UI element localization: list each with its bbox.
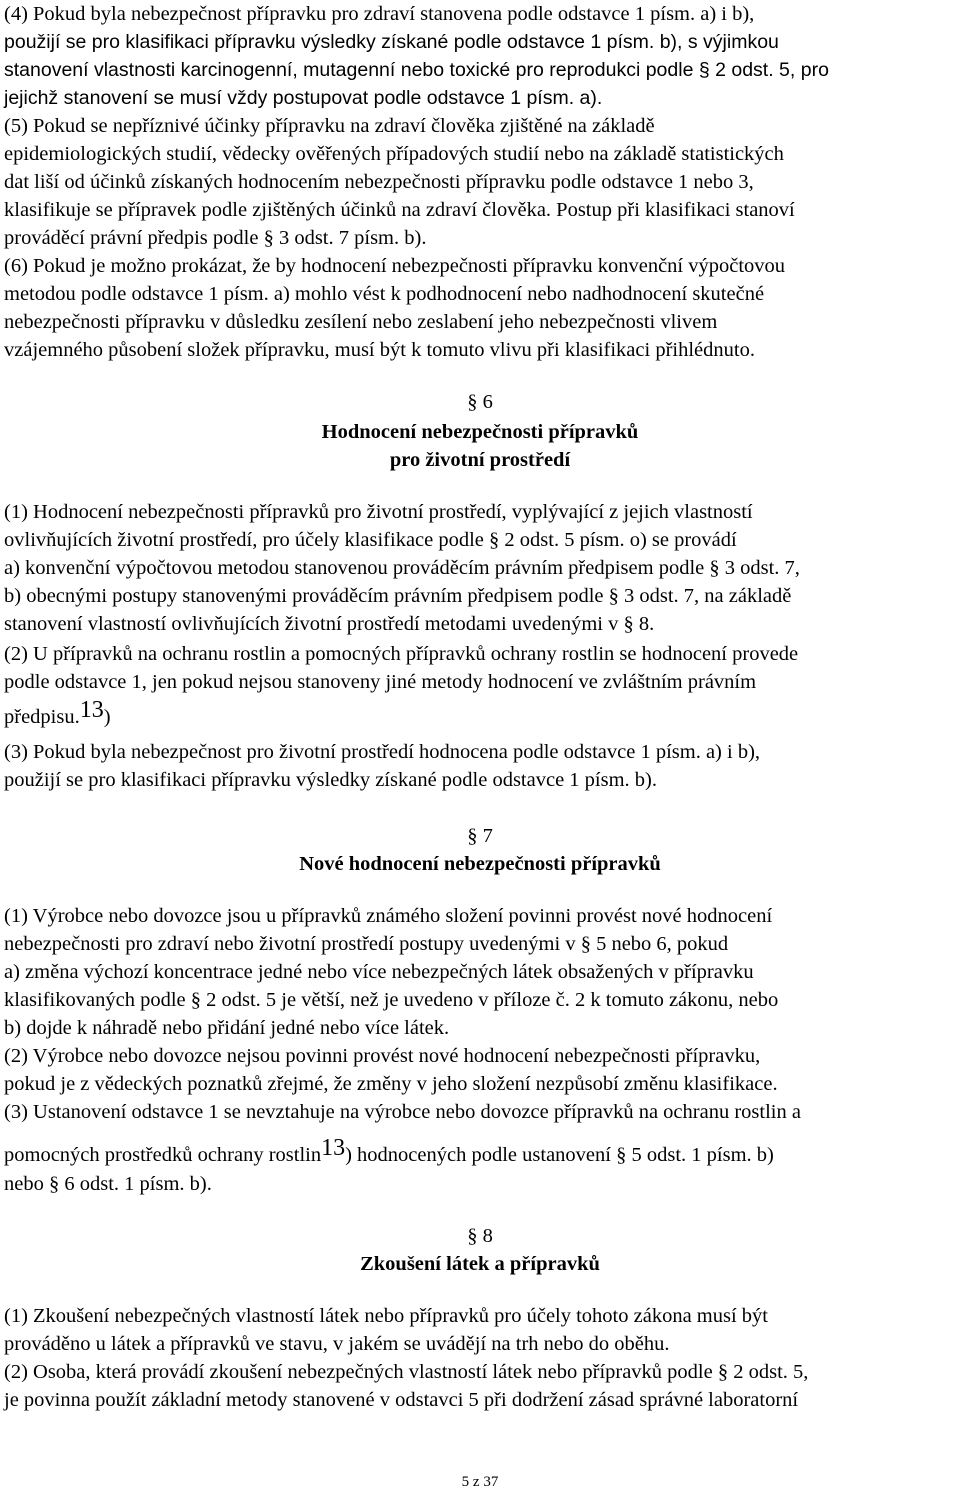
- text-line: (4) Pokud byla nebezpečnost přípravku pro zdraví stanovena podle odstavce 1 písm. a) i b),: [4, 3, 755, 25]
- text-line: b) obecnými postupy stanovenými prováděcím právním předpisem podle § 3 odst. 7, na základě: [4, 585, 792, 607]
- text-line: (6) Pokud je možno prokázat, že by hodnocení nebezpečnosti přípravku konvenční výpočtovou: [4, 255, 786, 277]
- text-line: metodou podle odstavce 1 písm. a) mohlo vést k podhodnocení nebo nadhodnocení skutečné: [4, 283, 765, 305]
- text-line: a) změna výchozí koncentrace jedné nebo více nebezpečných látek obsažených v přípravku: [4, 961, 754, 983]
- text-fragment: ): [103, 706, 111, 728]
- section-title: pro životní prostředí: [389, 449, 571, 471]
- text-line: prováděno u látek a přípravků ve stavu, v jakém se uvádějí na trh nebo do oběhu.: [4, 1333, 670, 1355]
- text-line: nebezpečnosti pro zdraví nebo životní prostředí postupy uvedenými v § 5 nebo 6, pokud: [4, 933, 729, 955]
- text-line: (2) Výrobce nebo dovozce nejsou povinni provést nové hodnocení nebezpečnosti přípravku,: [4, 1045, 761, 1067]
- section-title: Zkoušení látek a přípravků: [360, 1253, 600, 1275]
- text-fragment: předpisu.: [4, 706, 80, 728]
- text-line: prováděcí právní předpis podle § 3 odst. 7 písm. b).: [4, 227, 427, 249]
- document-page: [4, 0, 956, 1503]
- section-number: § 6: [467, 391, 493, 413]
- text-line: pokud je z vědeckých poznatků zřejmé, že změny v jeho složení nezpůsobí změnu klasifikace.: [4, 1073, 778, 1095]
- text-line-footnote: [4, 1135, 774, 1169]
- text-line: použijí se pro klasifikaci přípravku výsledky získané podle odstavce 1 písm. b), s výjimkou: [4, 31, 779, 53]
- page-number: 5 z 37: [461, 1474, 499, 1490]
- text-line: klasifikovaných podle § 2 odst. 5 je větší, než je uvedeno v příloze č. 2 k tomuto zákonu, nebo: [4, 989, 779, 1011]
- text-line: stanovení vlastnosti karcinogenní, mutagenní nebo toxické pro reprodukci podle § 2 odst. 5, pro: [4, 59, 829, 81]
- text-line: je povinna použít základní metody stanovené v odstavci 5 při dodržení zásad správné laboratorní: [4, 1389, 799, 1411]
- text-line: epidemiologických studií, vědecky ověřených případových studií nebo na základě statistických: [4, 143, 784, 165]
- text-line: klasifikuje se přípravek podle zjištěných účinků na zdraví člověka. Postup při klasifikaci stanoví: [4, 199, 795, 221]
- text-line: (5) Pokud se nepříznivé účinky přípravku na zdraví člověka zjištěné na základě: [4, 115, 655, 137]
- text-line: jejichž stanovení se musí vždy postupovat podle odstavce 1 písm. a).: [4, 87, 603, 109]
- text-line: (2) U přípravků na ochranu rostlin a pomocných přípravků ochrany rostlin se hodnocení provede: [4, 643, 799, 665]
- section-title: Nové hodnocení nebezpečnosti přípravků: [299, 853, 661, 875]
- text-line: (2) Osoba, která provádí zkoušení nebezpečných vlastností látek nebo přípravků podle § 2 odst. 5,: [4, 1361, 809, 1383]
- text-line: (1) Hodnocení nebezpečnosti přípravků pro životní prostředí, vyplývající z jejich vlastností: [4, 501, 753, 523]
- text-line: vzájemného působení složek přípravku, musí být k tomuto vlivu při klasifikaci přihlédnuto.: [4, 339, 755, 361]
- text-line: (3) Pokud byla nebezpečnost pro životní prostředí hodnocena podle odstavce 1 písm. a) i b),: [4, 741, 761, 763]
- footnote-ref: 13: [321, 1135, 346, 1161]
- text-line: ovlivňujících životní prostředí, pro účely klasifikace podle § 2 odst. 5 písm. o) se provádí: [4, 529, 737, 551]
- text-line: stanovení vlastností ovlivňujících životní prostředí metodami uvedenými v § 8.: [4, 613, 655, 635]
- text-fragment: pomocných prostředků ochrany rostlin: [4, 1144, 322, 1166]
- text-line: b) dojde k náhradě nebo přidání jedné nebo více látek.: [4, 1017, 450, 1039]
- text-line: nebo § 6 odst. 1 písm. b).: [4, 1173, 212, 1195]
- text-line: (3) Ustanovení odstavce 1 se nevztahuje na výrobce nebo dovozce přípravků na ochranu rostlin a: [4, 1101, 801, 1123]
- text-line: (1) Výrobce nebo dovozce jsou u přípravků známého složení povinni provést nové hodnocení: [4, 905, 773, 927]
- text-line: podle odstavce 1, jen pokud nejsou stanoveny jiné metody hodnocení ve zvláštním právním: [4, 671, 757, 693]
- footnote-ref: 13: [79, 697, 104, 723]
- text-line-footnote: [4, 697, 111, 731]
- text-line: dat liší od účinků získaných hodnocením nebezpečnosti přípravku podle odstavce 1 nebo 3,: [4, 171, 754, 193]
- text-line: nebezpečnosti přípravku v důsledku zesílení nebo zeslabení jeho nebezpečnosti vlivem: [4, 311, 718, 333]
- section-title: Hodnocení nebezpečnosti přípravků: [321, 421, 639, 443]
- section-number: § 7: [467, 825, 493, 847]
- text-line: a) konvenční výpočtovou metodou stanovenou prováděcím právním předpisem podle § 3 odst. 7,: [4, 557, 800, 579]
- text-fragment: ) hodnocených podle ustanovení § 5 odst. 1 písm. b): [345, 1144, 774, 1166]
- section-number: § 8: [467, 1225, 493, 1247]
- text-line: použijí se pro klasifikaci přípravku výsledky získané podle odstavce 1 písm. b).: [4, 769, 657, 791]
- text-line: (1) Zkoušení nebezpečných vlastností látek nebo přípravků pro účely tohoto zákona musí být: [4, 1305, 768, 1327]
